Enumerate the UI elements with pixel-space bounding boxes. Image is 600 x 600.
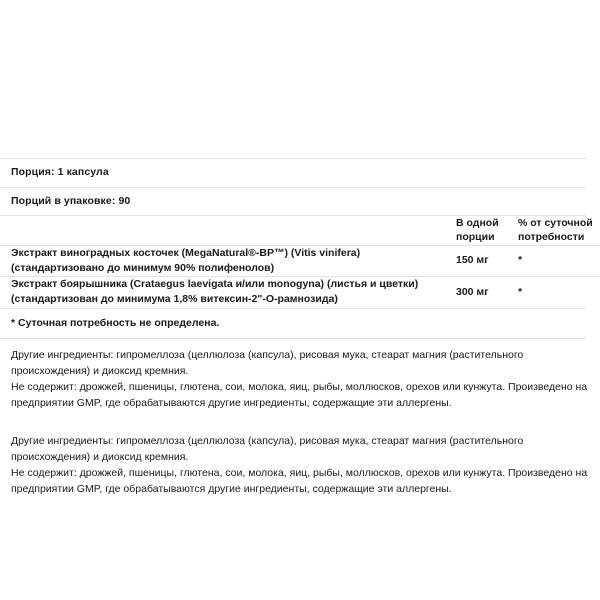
table-header-row [0,216,600,245]
allergen-statement-text: Не содержит: дрожжей, пшеницы, глютена, сои, молока, яиц, рыбы, моллюсков, орехов или кунжута. Произведено на предприятии GMP, где обрабатываются другие ингредиенты, содержащие эти аллергены. [11,381,588,409]
column-header-amount-per-serving: В одной порции [456,217,499,244]
column-header-daily-value: % от суточной потребности [518,217,593,244]
other-ingredients-block [0,425,600,500]
ingredient-daily-value: * [514,245,600,276]
ingredient-amount: 300 мг [451,277,514,308]
ingredient-daily-value: * [514,277,600,308]
other-ingredients-text: Другие ингредиенты: гипромеллоза (целлюлоза (капсула), рисовая мука, стеарат магния (растительного происхождения) и диоксид кремния. [11,349,524,378]
serving-size-row: Порция: 1 капсула [11,166,109,178]
ingredient-name: Экстракт виноградных косточек (MegaNatural®-BP™) (Vitis vinifera) (стандартизовано до минимум 90% полифенолов) [0,245,451,276]
daily-value-footnote: * Суточная потребность не определена. [11,316,220,329]
other-ingredients-block [0,339,600,414]
other-ingredients-text: Другие ингредиенты: гипромеллоза (целлюлоза (капсула), рисовая мука, стеарат магния (растительного происхождения) и диоксид кремния. [11,434,524,463]
block-spacer [0,414,600,425]
ingredient-amount: 150 мг [451,245,514,276]
servings-per-container-row: Порций в упаковке: 90 [11,194,131,207]
supplement-facts-panel [0,158,600,500]
table-row [0,245,600,276]
table-row [0,277,600,308]
ingredient-name: Экстракт боярышника (Crataegus laevigata и/или monogyna) (листья и цветки) (стандартизован до минимума 1,8% витексин-2"-О-рамнозида) [0,277,451,308]
nutrition-facts-table [0,216,600,307]
allergen-statement-text: Не содержит: дрожжей, пшеницы, глютена, сои, молока, яиц, рыбы, моллюсков, орехов или кунжута. Произведено на предприятии GMP, где обрабатываются другие ингредиенты, содержащие эти аллергены. [11,466,588,495]
column-header-ingredient [0,216,451,245]
